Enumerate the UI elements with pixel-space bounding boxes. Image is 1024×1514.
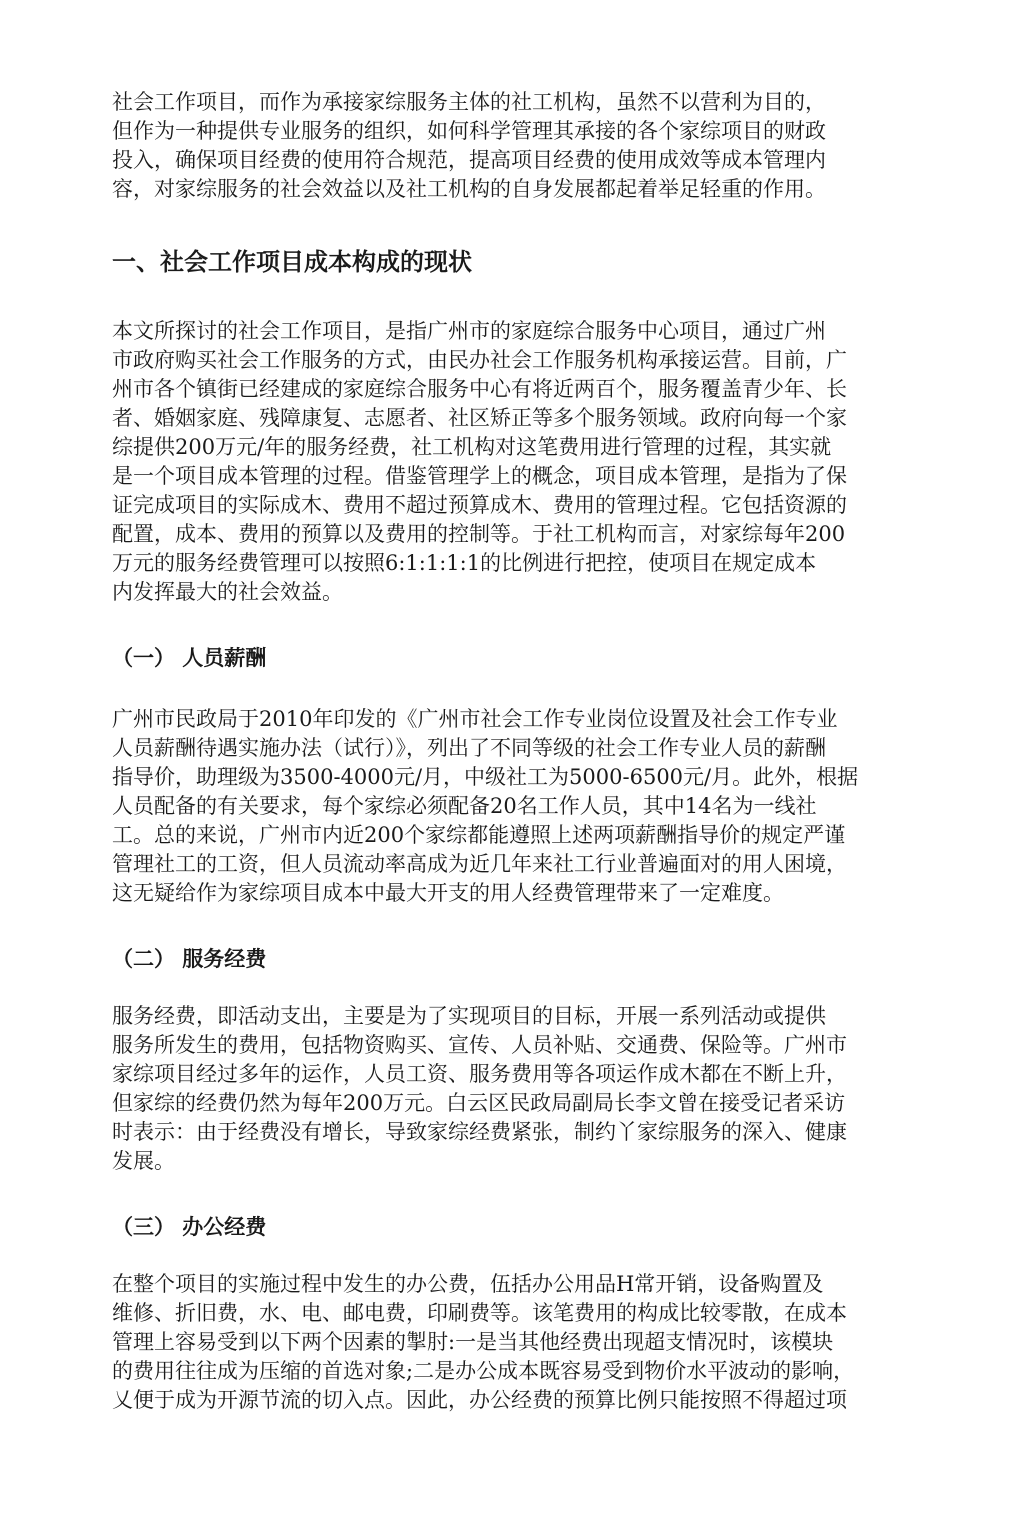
text-line: 管理上容易受到以下两个因素的掣肘:一是当其他经费出现超支情况时，该模块 — [112, 1330, 834, 1354]
text-line: 配置，成本、费用的预算以及费用的控制等。于社工机构而言，对家综每年200 — [112, 522, 846, 546]
text-line: 发展。 — [112, 1149, 175, 1173]
sub2-paragraph — [112, 1002, 892, 1176]
intro-paragraph — [112, 88, 892, 204]
text-line: 人员薪酬待遇实施办法（试行）》，列出了不同等级的社会工作专业人员的薪酬 — [112, 736, 826, 760]
text-line: 是一个项目成本管理的过程。借鉴管理学上的概念，项目成本管理，是指为了保 — [112, 464, 847, 488]
text-line: 州市各个镇街已经建成的家庭综合服务中心有将近两百个，服务覆盖青少年、长 — [112, 377, 847, 401]
text-line: 工。总的来说，广州市内近200个家综都能遵照上述两项薪酬指导价的规定严谨 — [112, 823, 846, 847]
text-line: 但家综的经费仍然为每年200万元。白云区民政局副局长李文曾在接受记者采访 — [112, 1091, 846, 1115]
text-line: 但作为一种提供专业服务的组织，如何科学管理其承接的各个家综项目的财政 — [112, 119, 826, 143]
text-line: 容，对家综服务的社会效益以及社工机构的自身发展都起着举足轻重的作用。 — [112, 177, 826, 201]
subsection-heading: （二） 服务经费 — [112, 946, 267, 971]
text-line: 指导价，助理级为3500-4000元/月，中级社工为5000-6500元/月。此外，根据 — [112, 765, 859, 789]
text-line: 证完成项目的实际成木、费用不超过预算成木、费用的管理过程。它包括资源的 — [112, 493, 847, 517]
section-heading: 一、社会工作项目成本构成的现状 — [112, 247, 472, 276]
text-line: 本文所探讨的社会工作项目，是指广州市的家庭综合服务中心项目，通过广州 — [112, 319, 826, 343]
text-line: 在整个项目的实施过程中发生的办公费，伍括办公用品H常开销，设备购置及 — [112, 1272, 824, 1296]
text-line: 家综项目经过多年的运作，人员工资、服务费用等各项运作成木都在不断上升， — [112, 1062, 847, 1086]
text-line: 投入，确保项目经费的使用符合规范，提高项目经费的使用成效等成本管理内 — [112, 148, 826, 172]
text-line: 人员配备的有关要求，每个家综必须配备20名工作人员，其中14名为一线社 — [112, 794, 817, 818]
text-line: 服务所发生的费用，包括物资购买、宣传、人员补贴、交通费、保险等。广州市 — [112, 1033, 847, 1057]
text-line: 万元的服务经费管理可以按照6:1:1:1:1的比例进行把控，使项目在规定成本 — [112, 551, 817, 575]
text-line: 广州市民政局于2010年印发的《广州市社会工作专业岗位设置及社会工作专业 — [112, 707, 838, 731]
section1-paragraph — [112, 317, 892, 607]
text-line: 的费用往往成为压缩的首选对象;二是办公成本既容易受到物价水平波动的影响， — [112, 1359, 855, 1383]
document-page — [112, 88, 892, 1415]
text-line: 内发挥最大的社会效益。 — [112, 580, 343, 604]
text-line: 市政府购买社会工作服务的方式，由民办社会工作服务机构承接运营。目前，广 — [112, 348, 847, 372]
text-line: 者、婚姻家庭、残障康复、志愿者、社区矫正等多个服务领域。政府向每一个家 — [112, 406, 847, 430]
sub1-paragraph — [112, 705, 892, 908]
text-line: 服务经费，即活动支出，主要是为了实现项目的目标，开展一系列活动或提供 — [112, 1004, 826, 1028]
sub3-paragraph — [112, 1270, 892, 1415]
text-line: 管理社工的工资，但人员流动率高成为近几年来社工行业普遍面对的用人困境， — [112, 852, 847, 876]
text-line: 时表示：由于经费没有增长，导致家综经费紧张，制约丫家综服务的深入、健康 — [112, 1120, 847, 1144]
subsection-heading: （一） 人员薪酬 — [112, 645, 267, 670]
text-line: 维修、折旧费，水、电、邮电费，印刷费等。该笔费用的构成比较零散，在成本 — [112, 1301, 847, 1325]
text-line: 综提供200万元/年的服务经费，社工机构对这笔费用进行管理的过程，其实就 — [112, 435, 832, 459]
text-line: 社会工作项目，而作为承接家综服务主体的社工机构，虽然不以营利为目的， — [112, 90, 826, 114]
text-line: 乂便于成为开源节流的切入点。因此，办公经费的预算比例只能按照不得超过项 — [112, 1388, 847, 1412]
text-line: 这无疑给作为家综项目成本中最大开支的用人经费管理带来了一定难度。 — [112, 881, 784, 905]
subsection-heading: （三） 办公经费 — [112, 1214, 267, 1239]
